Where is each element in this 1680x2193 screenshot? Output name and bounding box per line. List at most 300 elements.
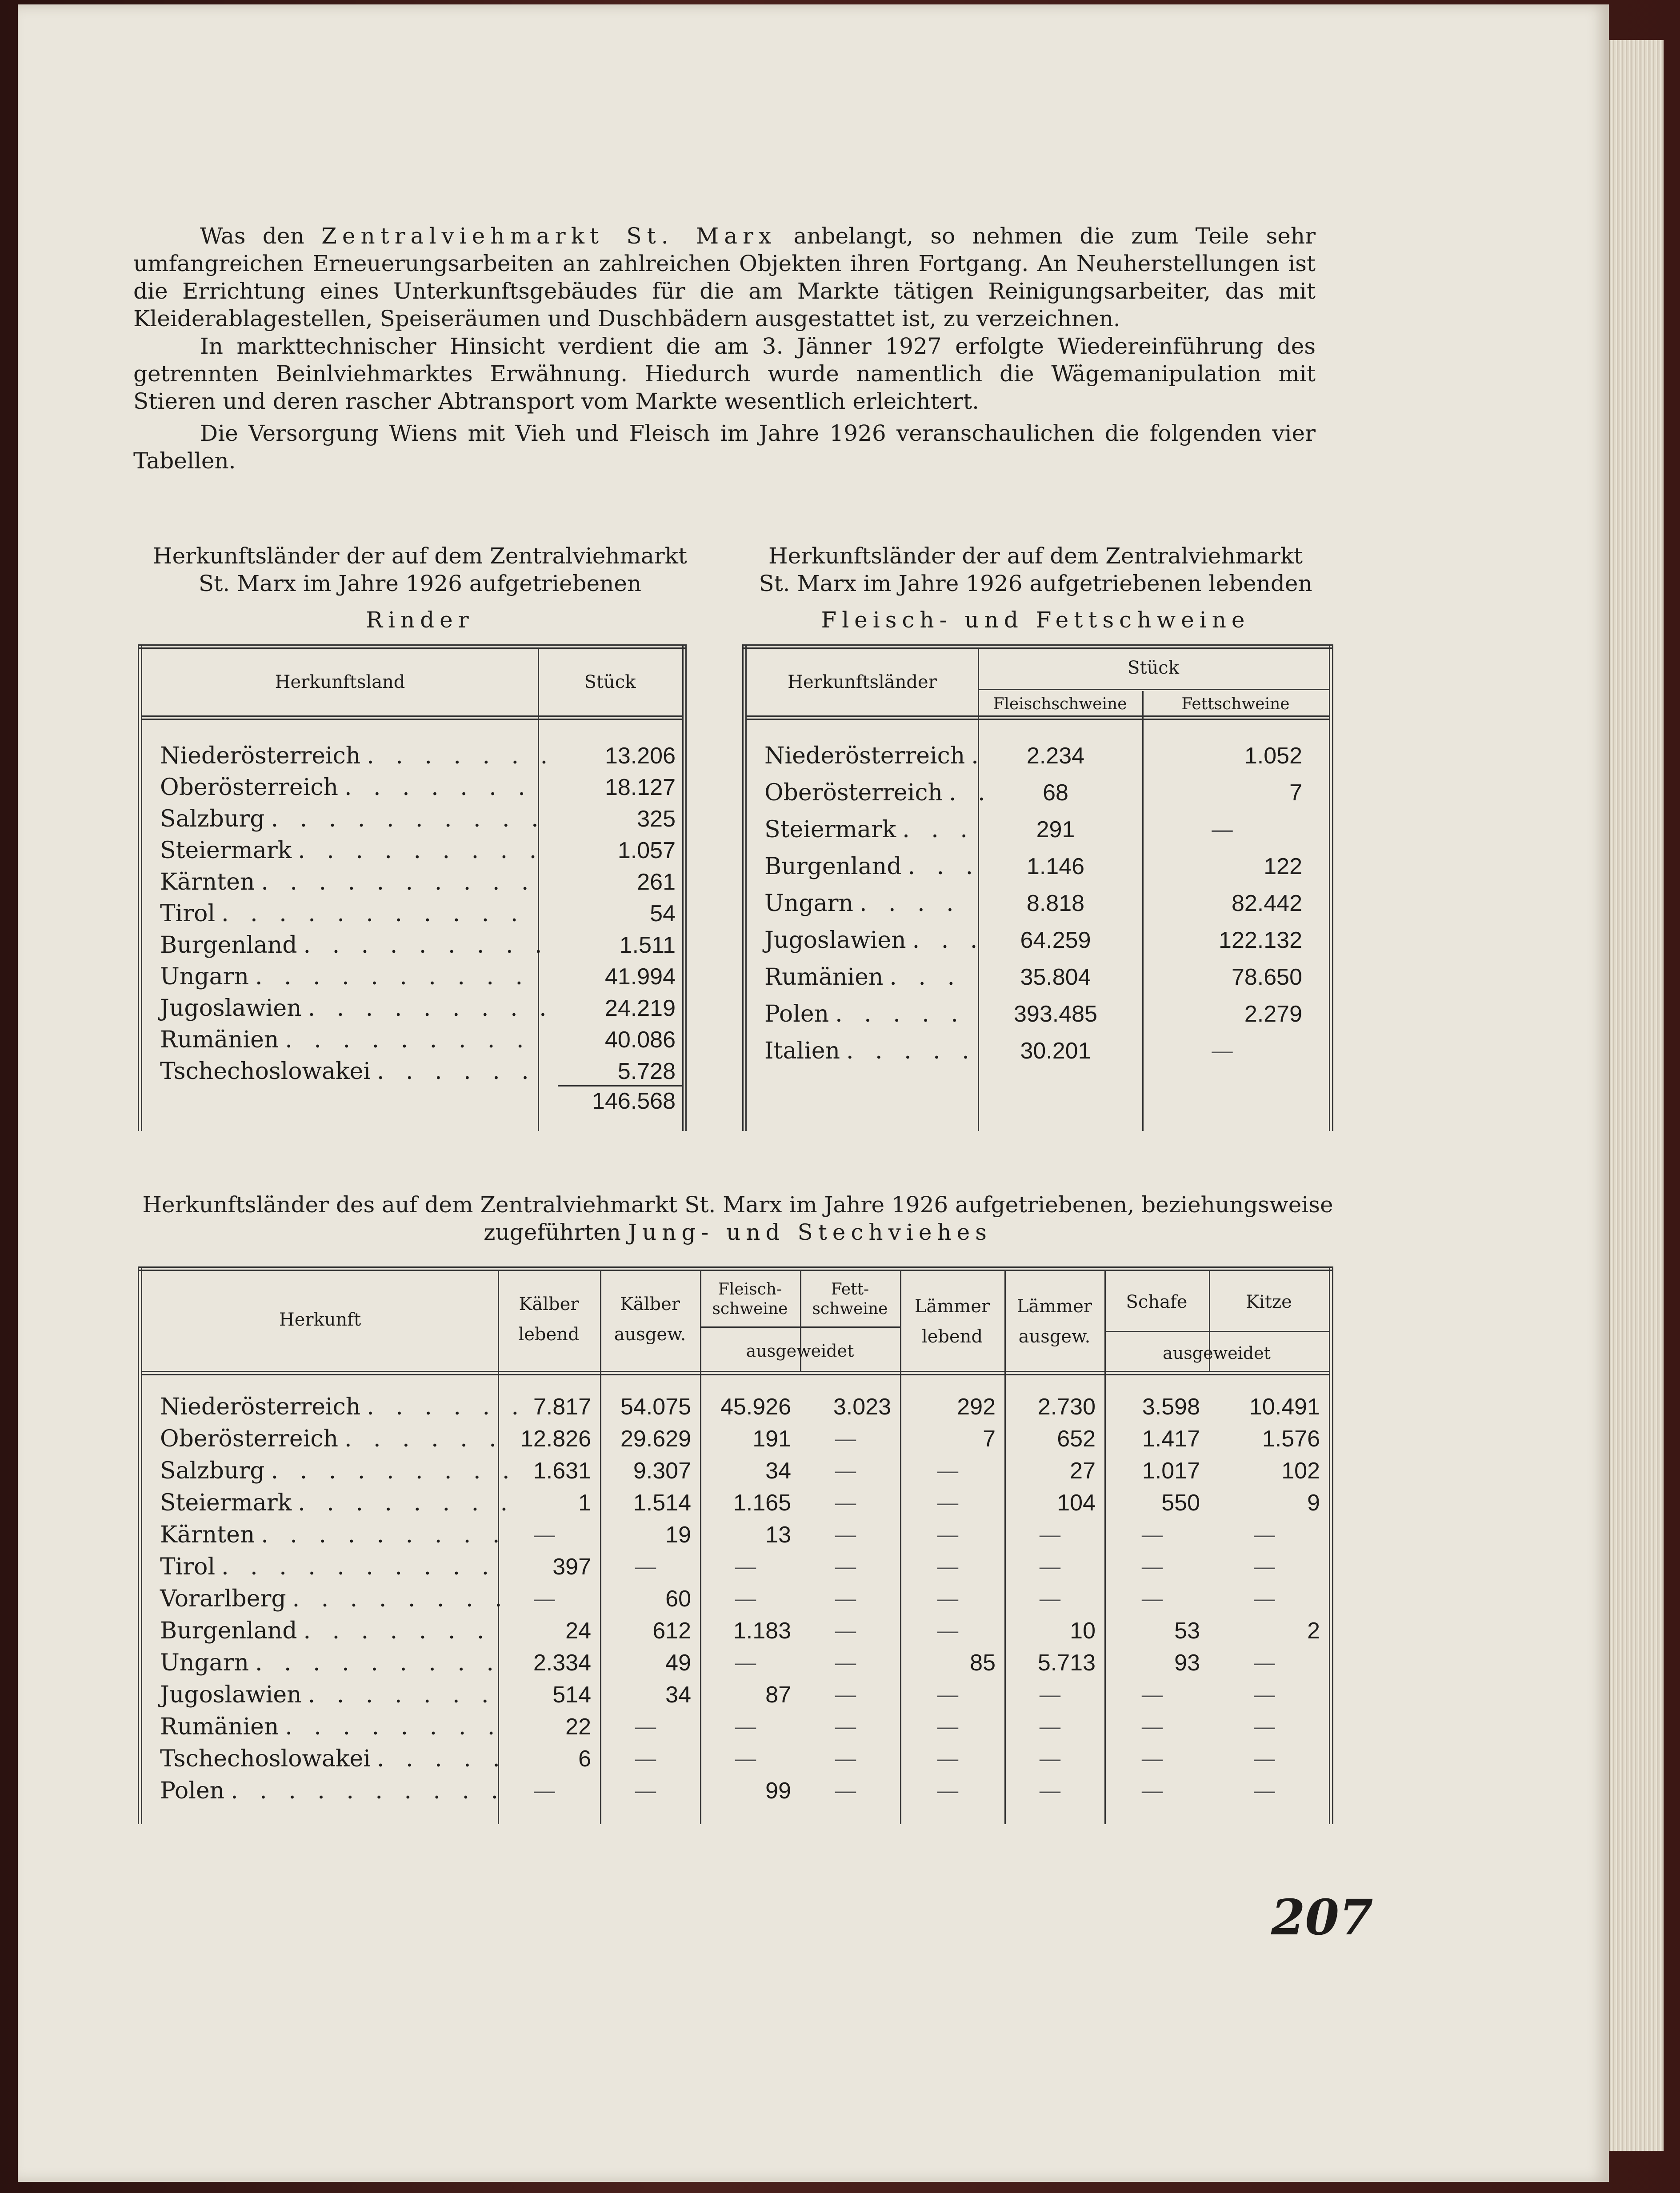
table1-leader-dots: . . . . . . .: [367, 743, 555, 769]
table3-land: [160, 1775, 505, 1807]
table3-value: 1.017: [1142, 1458, 1200, 1484]
table3-value: —: [533, 1778, 556, 1804]
table3-leader-dots: . . . . . . .: [303, 1618, 492, 1644]
table2-fett: 82.442: [1231, 891, 1302, 916]
table1-row: [160, 1055, 676, 1087]
table3-value: —: [936, 1522, 960, 1548]
table1-land-name: Ungarn: [160, 963, 249, 990]
table2-row: [764, 924, 1324, 956]
table2-land: [764, 740, 986, 772]
table2-caption-line3: Fleisch- und Fettschweine: [821, 607, 1250, 633]
table2-col-fleisch: Fleischschweine: [993, 695, 1127, 713]
table3-land: [160, 1487, 515, 1519]
table1-leader-dots: . . . . . . . . .: [285, 1027, 531, 1053]
table1-leader-dots: . . . . . . . . . . .: [221, 900, 525, 927]
table3-land-name: Polen: [160, 1778, 225, 1804]
table3-col-laemmer-ausgew: Lämmer ausgew.: [1016, 1296, 1092, 1347]
table3-value: —: [834, 1490, 857, 1516]
paragraph-1: Was den Zentralviehmarkt St. Marx anbelangt, so nehmen die zum Teile sehr umfangreichen Erneuerungsarbeiten an zahlreichen Objekten ihren Fortgang. An Neuherstellungen ist die Errichtung eines Unterkunftsgebäudes für die am Markte tätigen Reinigungsarbeiter, das mit Kleiderablagestellen, Speiseräumen und Duschbädern ausgestattet ist, zu verzeichnen.: [133, 223, 1316, 332]
table2-fleisch: 1.146: [1026, 854, 1085, 879]
table3-value: —: [936, 1554, 960, 1580]
table1-value: 18.127: [604, 775, 676, 800]
table2-leader-dots: . . .: [908, 853, 980, 880]
table1-land: [160, 992, 554, 1024]
table3-leader-dots: . . . . . . . . .: [255, 1650, 501, 1676]
table3-land-name: Kärnten: [160, 1522, 255, 1548]
table3-value: —: [1253, 1522, 1276, 1548]
table2-land: [764, 851, 980, 883]
table1-col-stueck: Stück: [584, 672, 636, 692]
table2-land-name: Jugoslawien: [764, 927, 906, 954]
table2-land: [764, 1035, 976, 1067]
table3-col-fettschweine: Fett- schweine: [812, 1280, 888, 1318]
table1-land: [160, 803, 546, 835]
table3-value: —: [1253, 1746, 1276, 1772]
table1-land: [160, 740, 555, 772]
table3-value: 24: [565, 1618, 591, 1644]
table3-value: 3.023: [833, 1394, 891, 1420]
table3-land: [160, 1551, 496, 1583]
table3-value: —: [634, 1554, 657, 1580]
table3-value: —: [1140, 1714, 1164, 1740]
table1-value: 261: [637, 869, 676, 895]
table3-value: 85: [970, 1650, 996, 1676]
table3-value: 191: [752, 1426, 791, 1452]
table1-land-name: Salzburg: [160, 806, 265, 832]
table1-land-name: Tschechoslowakei: [160, 1058, 371, 1085]
table3-land-name: Burgenland: [160, 1618, 297, 1644]
table3-land: [160, 1519, 507, 1551]
table2-fleisch: 393.485: [1014, 1001, 1097, 1027]
table3-value: —: [1140, 1586, 1164, 1612]
table3-row: [18, 1583, 1333, 1615]
table2-land: [764, 814, 975, 846]
table1-leader-dots: . . . . . .: [376, 1058, 536, 1085]
table2-land: [764, 924, 984, 956]
table3-value: —: [1253, 1778, 1276, 1804]
table3-value: 49: [665, 1650, 691, 1676]
table2-row: [764, 851, 1324, 883]
table1-row: [160, 961, 676, 993]
table1-row: [160, 929, 676, 961]
table2-land-name: Ungarn: [764, 890, 853, 917]
table1-land-name: Tirol: [160, 900, 216, 927]
table3-value: 3.598: [1142, 1394, 1200, 1420]
table2-row: [764, 814, 1324, 846]
table3-value: —: [634, 1714, 657, 1740]
table2-leader-dots: . . . . .: [846, 1038, 976, 1064]
table3-value: —: [834, 1682, 857, 1708]
table1-land-name: Jugoslawien: [160, 995, 302, 1022]
table3-value: —: [533, 1522, 556, 1548]
table2-land: [764, 961, 962, 993]
table2-leader-dots: . . .: [912, 927, 985, 954]
table2-land-name: Oberösterreich: [764, 779, 943, 806]
table3-leader-dots: . . . . . . . . . .: [221, 1554, 496, 1580]
table3-caption-line2: zugeführten Jung- und Stechviehes: [484, 1219, 992, 1245]
table3-value: —: [936, 1490, 960, 1516]
table2-land: [764, 998, 965, 1030]
table3-ausgeweidet-2: ausgeweidet: [1163, 1343, 1271, 1363]
table2-fleisch: 291: [1036, 817, 1075, 843]
table2-land-name: Niederösterreich: [764, 743, 965, 769]
table3-value: 5.713: [1037, 1650, 1096, 1676]
table2-fett: 78.650: [1231, 964, 1302, 990]
paragraph-2: In markttechnischer Hinsicht verdient die am 3. Jänner 1927 erfolgte Wiedereinführung des getrennten Beinlviehmarktes Erwähnung. Hiedurch wurde namentlich die Wägemanipulation mit Stieren und deren rascher Abtransport vom Markte wesentlich erleichtert.: [133, 333, 1316, 414]
table3-value: —: [834, 1554, 857, 1580]
table3-leader-dots: . . . . . . . .: [285, 1714, 502, 1740]
table3-value: 19: [665, 1522, 691, 1548]
table1-row: [160, 771, 676, 803]
table3-leader-dots: . . . . .: [376, 1746, 507, 1772]
paragraph-3: Die Versorgung Wiens mit Vieh und Fleisch im Jahre 1926 veranschaulichen die folgenden vier Tabellen.: [133, 420, 1316, 474]
table3-land-name: Tschechoslowakei: [160, 1746, 371, 1772]
table1-land: [160, 1024, 531, 1056]
table1-value: 13.206: [604, 743, 676, 769]
table2-fett: —: [1211, 816, 1234, 843]
table3-value: —: [834, 1458, 857, 1484]
table1-value: 54: [650, 901, 676, 927]
table2-land-name: Burgenland: [764, 853, 902, 880]
table3-value: 10: [1070, 1618, 1096, 1644]
table3-value: 7: [983, 1426, 996, 1452]
table3-value: 1.631: [533, 1458, 591, 1484]
table1-total: 146.568: [592, 1088, 676, 1114]
table1-caption: [133, 542, 707, 634]
table3-land-name: Tirol: [160, 1554, 216, 1580]
table3-value: 6: [578, 1746, 591, 1772]
table3-value: 54.075: [620, 1394, 691, 1420]
table1-row: [160, 803, 676, 835]
table2-fleisch: 64.259: [1020, 927, 1091, 953]
table1-value: 1.057: [617, 838, 676, 863]
table3-leader-dots: . . . . . . .: [308, 1682, 496, 1708]
table1-row: [160, 740, 676, 772]
table1-caption-line2: St. Marx im Jahre 1926 aufgetriebenen: [198, 571, 642, 596]
table2-fett: 7: [1289, 780, 1302, 806]
table1-row: [160, 992, 676, 1024]
table3-leader-dots: . . . . . . . . .: [261, 1522, 507, 1548]
table3-value: —: [834, 1426, 857, 1452]
table1-caption-line1: Herkunftsländer der auf dem Zentralviehmarkt: [152, 543, 688, 569]
table2-col-stueck: Stück: [1128, 658, 1179, 678]
table3-value: 53: [1174, 1618, 1200, 1644]
table1-value: 325: [637, 806, 676, 832]
table3-value: 1.514: [633, 1490, 691, 1516]
table3-value: —: [734, 1586, 757, 1612]
table3-value: —: [834, 1778, 857, 1804]
table3-value: —: [1253, 1554, 1276, 1580]
table1-row: [160, 1024, 676, 1056]
table3-row: [18, 1743, 1333, 1775]
table1-land-name: Kärnten: [160, 869, 255, 895]
table3-value: —: [1140, 1682, 1164, 1708]
table2-land-name: Italien: [764, 1038, 840, 1064]
table3-caption-line1: Herkunftsländer des auf dem Zentralviehmarkt St. Marx im Jahre 1926 aufgetriebenen, beziehungsweise: [142, 1192, 1333, 1218]
table3-value: 10.491: [1249, 1394, 1320, 1420]
table2-row: [764, 998, 1324, 1030]
table3-value: 87: [765, 1682, 791, 1708]
table3-value: —: [936, 1458, 960, 1484]
table3-leader-dots: . . . . . .: [344, 1426, 504, 1452]
table2-fett: —: [1211, 1038, 1234, 1064]
table1-leader-dots: . . . . . . .: [344, 774, 532, 801]
table1-land: [160, 961, 530, 993]
table3-land-name: Rumänien: [160, 1714, 279, 1740]
table3-value: 7.817: [533, 1394, 591, 1420]
table1-leader-dots: . . . . . . . . .: [303, 932, 549, 959]
table3-land-name: Vorarlberg: [160, 1586, 286, 1612]
page-edges: [1609, 40, 1664, 2151]
table2-fleisch: 8.818: [1026, 891, 1085, 916]
table3-leader-dots: . . . . . . . .: [298, 1490, 515, 1516]
table3-value: 102: [1281, 1458, 1320, 1484]
table3-land-name: Salzburg: [160, 1458, 265, 1484]
table1-leader-dots: . . . . . . . . . .: [255, 963, 530, 990]
table2-land: [764, 777, 992, 809]
table1-value: 24.219: [604, 995, 676, 1021]
table3-value: 1.183: [733, 1618, 791, 1644]
table3-land: [160, 1455, 517, 1487]
table1-leader-dots: . . . . . . . . . .: [271, 806, 546, 832]
table2-fleisch: 30.201: [1020, 1038, 1091, 1064]
table2-row: [764, 740, 1324, 772]
table2-land-name: Steiermark: [764, 816, 896, 843]
table2-row: [764, 961, 1324, 993]
table3-value: —: [834, 1522, 857, 1548]
table3-value: 22: [565, 1714, 591, 1740]
table1-land: [160, 771, 532, 803]
table3-leader-dots: . . . . . .: [367, 1394, 526, 1420]
table3-value: 514: [552, 1682, 591, 1708]
table3-land-name: Ungarn: [160, 1650, 249, 1676]
table3-value: 13: [765, 1522, 791, 1548]
table3-value: 1.417: [1142, 1426, 1200, 1452]
table1-leader-dots: . . . . . . . . .: [308, 995, 554, 1022]
table1-land: [160, 835, 544, 867]
table2-col-fett: Fettschweine: [1181, 695, 1290, 713]
table3-row: [18, 1711, 1333, 1743]
table1-value: 5.728: [617, 1059, 676, 1084]
table2-row: [764, 1035, 1324, 1067]
table3-land: [160, 1679, 496, 1711]
table3-col-kaelber-ausgew: Kälber ausgew.: [614, 1294, 686, 1345]
table3-value: —: [533, 1586, 556, 1612]
table3-value: —: [1038, 1714, 1062, 1740]
table3-value: —: [634, 1746, 657, 1772]
table3-value: —: [734, 1746, 757, 1772]
table3-row: [18, 1391, 1333, 1423]
table3-value: —: [936, 1682, 960, 1708]
table2-caption: [729, 542, 1342, 634]
table2-fett: 2.279: [1244, 1001, 1302, 1027]
table1-land-name: Oberösterreich: [160, 774, 338, 801]
intro-text: [133, 222, 1316, 475]
table3-col-kitze: Kitze: [1246, 1292, 1292, 1312]
table3-row: [18, 1775, 1333, 1807]
table3-value: —: [1140, 1522, 1164, 1548]
table3-value: 9: [1307, 1490, 1320, 1516]
book-page: [18, 4, 1609, 2182]
table3-land: [160, 1583, 509, 1615]
table3-value: —: [734, 1554, 757, 1580]
table3-value: 45.926: [720, 1394, 791, 1420]
table3-land: [160, 1647, 501, 1679]
table1-row: [160, 835, 676, 867]
table1-land: [160, 866, 536, 898]
table3-value: —: [834, 1650, 857, 1676]
table3-value: —: [1140, 1778, 1164, 1804]
table3-leader-dots: . . . . . . . .: [292, 1586, 509, 1612]
table3-value: 27: [1070, 1458, 1096, 1484]
table3-value: —: [1038, 1778, 1062, 1804]
table3-land-name: Niederösterreich: [160, 1394, 361, 1420]
table3-value: —: [634, 1778, 657, 1804]
table3-value: 292: [957, 1394, 996, 1420]
table3-value: 2: [1307, 1618, 1320, 1644]
table3-value: —: [834, 1586, 857, 1612]
table3-value: —: [1140, 1746, 1164, 1772]
table1-leader-dots: . . . . . . . . . .: [261, 869, 536, 895]
table3-leader-dots: . . . . . . . . .: [271, 1458, 517, 1484]
table3-land-name: Steiermark: [160, 1490, 292, 1516]
table3-col-kaelber-lebend: Kälber lebend: [518, 1294, 580, 1345]
table3-row: [18, 1679, 1333, 1711]
table3-row: [18, 1487, 1333, 1519]
table1-land: [160, 929, 549, 961]
table1-leader-dots: . . . . . . . . .: [298, 837, 544, 864]
table3-value: 93: [1174, 1650, 1200, 1676]
table3-col-laemmer-lebend: Lämmer lebend: [914, 1296, 990, 1347]
table3-land: [160, 1423, 504, 1455]
table3-caption: [133, 1191, 1342, 1246]
table2-land-name: Polen: [764, 1001, 829, 1027]
table3-value: —: [936, 1714, 960, 1740]
table3-value: —: [1038, 1554, 1062, 1580]
table3-row: [18, 1615, 1333, 1647]
table3-value: —: [834, 1618, 857, 1644]
table2-col-land: Herkunftsländer: [788, 672, 937, 692]
table2-fett: 122: [1264, 854, 1302, 879]
table3-value: —: [834, 1746, 857, 1772]
table1-caption-line3: Rinder: [366, 607, 474, 633]
table3-value: 2.334: [533, 1650, 591, 1676]
table3-row: [18, 1519, 1333, 1551]
table2-caption-line1: Herkunftsländer der auf dem Zentralviehmarkt: [768, 543, 1303, 569]
table2-leader-dots: . . .: [902, 816, 975, 843]
table3-value: —: [1038, 1586, 1062, 1612]
table2-fleisch: 68: [1043, 780, 1068, 806]
table2-leader-dots: . .: [948, 779, 992, 806]
table3-land-name: Jugoslawien: [160, 1682, 302, 1708]
table3-value: 34: [765, 1458, 791, 1484]
table3-land-name: Oberösterreich: [160, 1426, 338, 1452]
table3-value: 1.165: [733, 1490, 791, 1516]
table2-leader-dots: .: [971, 743, 986, 769]
table2-fett: 122.132: [1219, 927, 1302, 953]
table2-caption-line2: St. Marx im Jahre 1926 aufgetriebenen lebenden: [759, 571, 1312, 596]
table3-value: —: [1038, 1522, 1062, 1548]
table1-land-name: Steiermark: [160, 837, 292, 864]
table1-value: 1.511: [619, 932, 676, 958]
table3-value: —: [936, 1746, 960, 1772]
table3-value: —: [936, 1618, 960, 1644]
table1-land: [160, 898, 525, 930]
table2-leader-dots: . . . . .: [835, 1001, 965, 1027]
table3-row: [18, 1551, 1333, 1583]
table3-value: —: [734, 1714, 757, 1740]
table1-value: 41.994: [604, 964, 676, 990]
table3-row: [18, 1647, 1333, 1679]
page-number: 207: [1271, 1889, 1373, 1946]
table3-value: —: [734, 1650, 757, 1676]
table2-row: [764, 777, 1324, 809]
table3-value: 99: [765, 1778, 791, 1804]
table2-fett: 1.052: [1244, 743, 1302, 769]
table2-fleisch: 35.804: [1020, 964, 1091, 990]
table3-col-herkunft: Herkunft: [279, 1310, 361, 1330]
table3-value: —: [1038, 1682, 1062, 1708]
table1-row: [160, 866, 676, 898]
table2-row: [764, 887, 1324, 919]
table3-row: [18, 1455, 1333, 1487]
table3-value: 652: [1057, 1426, 1096, 1452]
table3-value: —: [1253, 1650, 1276, 1676]
table1-value: 40.086: [604, 1027, 676, 1053]
table3-value: 397: [552, 1554, 591, 1580]
table3-value: —: [936, 1778, 960, 1804]
table3-value: —: [1253, 1714, 1276, 1740]
table3-value: 612: [652, 1618, 691, 1644]
table3-value: 2.730: [1037, 1394, 1096, 1420]
table3-value: —: [1140, 1554, 1164, 1580]
table1-land-name: Niederösterreich: [160, 743, 361, 769]
table2-leader-dots: . . . .: [859, 890, 961, 917]
table3-value: 104: [1057, 1490, 1096, 1516]
table3-value: —: [1038, 1746, 1062, 1772]
table3-value: 1: [578, 1490, 591, 1516]
table2-land: [764, 887, 961, 919]
table3-ausgeweidet-1: ausgeweidet: [746, 1341, 854, 1361]
table3-leader-dots: . . . . . . . . . .: [231, 1778, 506, 1804]
table1-row: [160, 898, 676, 930]
table3-land: [160, 1615, 491, 1647]
table2-leader-dots: . . .: [889, 964, 962, 991]
table3-row: [18, 1423, 1333, 1455]
table3-value: —: [1253, 1586, 1276, 1612]
table3-col-fleischschweine: Fleisch- schweine: [712, 1280, 788, 1318]
table3-value: —: [936, 1586, 960, 1612]
table3-value: —: [1253, 1682, 1276, 1708]
table3-land: [160, 1711, 502, 1743]
table3-land: [160, 1743, 507, 1775]
table2-fleisch: 2.234: [1026, 743, 1085, 769]
table2-land-name: Rumänien: [764, 964, 884, 991]
table1-land-name: Burgenland: [160, 932, 297, 959]
table3-value: 9.307: [633, 1458, 691, 1484]
table3-value: 550: [1161, 1490, 1200, 1516]
table3-value: 29.629: [620, 1426, 691, 1452]
table3-value: 60: [665, 1586, 691, 1612]
table3-value: 12.826: [520, 1426, 591, 1452]
table3-value: —: [834, 1714, 857, 1740]
table3-col-schafe: Schafe: [1126, 1292, 1188, 1312]
table1-land: [160, 1055, 536, 1087]
table3-value: 1.576: [1262, 1426, 1320, 1452]
table3-land: [160, 1391, 526, 1423]
table3-value: 34: [665, 1682, 691, 1708]
table1-col-land: Herkunftsland: [275, 672, 405, 692]
